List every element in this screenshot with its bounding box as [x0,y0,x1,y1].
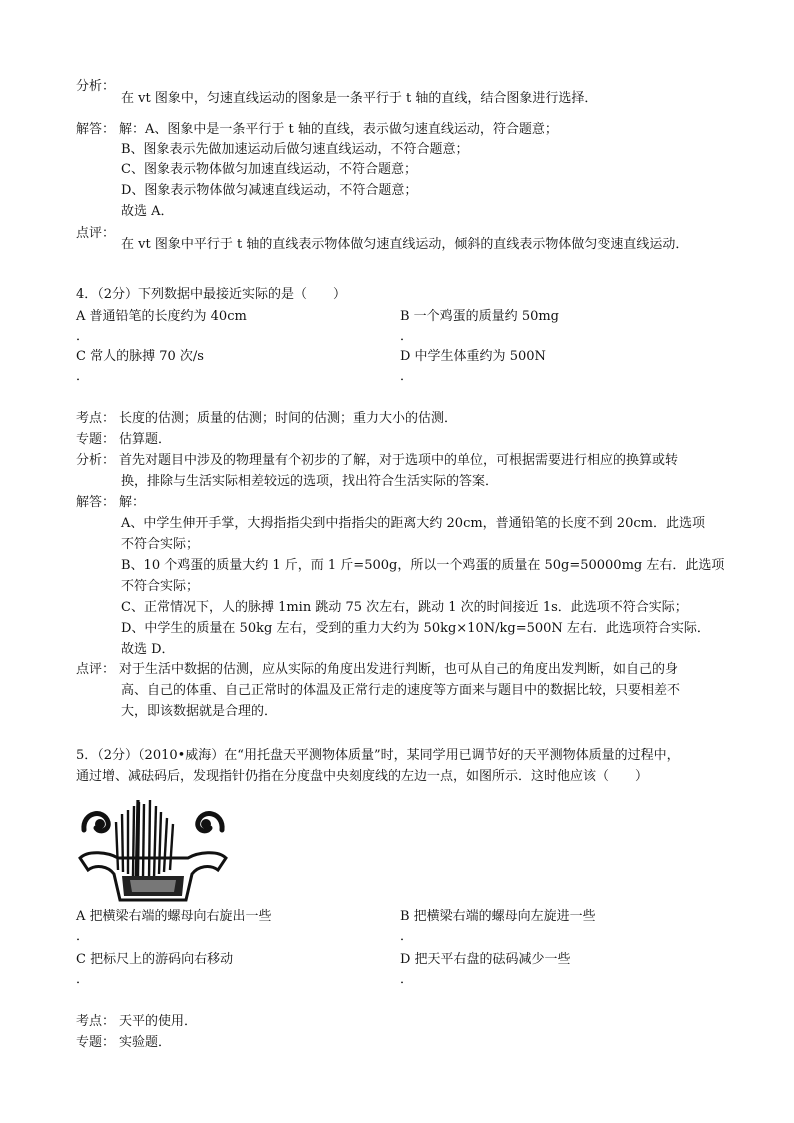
answer-label: 解答： [76,495,116,510]
option-a: A 普通铅笔的长度约为 40cm [76,309,247,324]
option-dot: ． [400,329,414,344]
answer-line: D、中学生的质量在 50kg 左右，受到的重力大约为 50kg×10N/kg=500N 左右．此选项符合实际． [121,621,710,636]
answer-line: C、图象表示物体做匀加速直线运动，不符合题意； [121,162,417,177]
kaodian-text: 长度的估测；质量的估测；时间的估测；重力大小的估测． [119,411,458,426]
analysis-label: 分析： [76,453,116,468]
analysis-line: 换，排除与生活实际相差较远的选项，找出符合生活实际的答案． [121,474,499,489]
answer-line: A、中学生伸开手掌，大拇指指尖到中指指尖的距离大约 20cm，普通铅笔的长度不到 20cm．此选项 [121,516,705,531]
comment-label: 点评： [76,662,116,677]
zhuanti-text: 估算题． [119,432,172,447]
comment-line: 大，即该数据就是合理的． [121,704,278,719]
analysis-label: 分析： [76,79,116,94]
answer-line: 故选 A． [121,204,174,219]
option-a: A 把横梁右端的螺母向右旋出一些 [76,909,272,924]
zhuanti-text: 实验题． [119,1035,172,1050]
option-d: D 中学生体重约为 500N [400,349,546,364]
answer-line: 解： [119,495,146,510]
answer-line: D、图象表示物体做匀减速直线运动，不符合题意； [121,183,418,198]
answer-line: C、正常情况下，人的脉搏 1min 跳动 75 次左右，跳动 1 次的时间接近 1s．此选项不符合实际； [121,600,688,615]
answer-line: 不符合实际； [121,579,200,594]
answer-line: 故选 D． [121,642,175,657]
option-dot: ． [400,972,414,987]
option-dot: ． [76,929,90,944]
question-stem-line: 5．（2分）（2010•威海）在“用托盘天平测物体质量”时，某同学用已调节好的天平测物体质量的过程中， [76,748,680,763]
answer-line: B、10 个鸡蛋的质量大约 1 斤，而 1 斤=500g，所以一个鸡蛋的质量在 50g=50000mg 左右．此选项 [121,558,725,573]
question-stem: 4．（2分）下列数据中最接近实际的是（ ） [76,287,347,302]
analysis-text: 在 vt 图象中，匀速直线运动的图象是一条平行于 t 轴的直线，结合图象进行选择． [121,91,598,106]
option-dot: ． [76,329,90,344]
kaodian-label: 考点： [76,411,116,426]
option-dot: ． [76,369,90,384]
option-dot: ． [400,369,414,384]
zhuanti-label: 专题： [76,432,116,447]
answer-line: 解：A、图象中是一条平行于 t 轴的直线，表示做匀速直线运动，符合题意； [119,122,558,137]
answer-label: 解答： [76,122,116,137]
comment-line: 高、自己的体重、自己正常时的体温及正常行走的速度等方面来与题目中的数据比较，只要相差不 [121,683,681,698]
comment-label: 点评： [76,226,116,241]
kaodian-text: 天平的使用． [119,1014,198,1029]
analysis-line: 首先对题目中涉及的物理量有个初步的了解，对于选项中的单位，可根据需要进行相应的换算或转 [119,453,679,468]
option-d: D 把天平右盘的砝码减少一些 [400,952,571,967]
option-c: C 把标尺上的游码向右移动 [76,952,234,967]
option-b: B 一个鸡蛋的质量约 50mg [400,309,560,324]
answer-line: 不符合实际； [121,537,200,552]
question-stem-line: 通过增、减砝码后，发现指针仍指在分度盘中央刻度线的左边一点，如图所示．这时他应该（ ） [76,769,649,784]
answer-line: B、图象表示先做加速运动后做匀速直线运动，不符合题意； [121,142,469,157]
balance-pointer-figure [78,800,228,903]
option-dot: ． [400,929,414,944]
option-b: B 把横梁右端的螺母向左旋进一些 [400,909,596,924]
option-c: C 常人的脉搏 70 次/s [76,349,204,364]
comment-text: 在 vt 图象中平行于 t 轴的直线表示物体做匀速直线运动，倾斜的直线表示物体做匀变速直线运动． [121,237,689,252]
zhuanti-label: 专题： [76,1035,116,1050]
kaodian-label: 考点： [76,1014,116,1029]
comment-line: 对于生活中数据的估测，应从实际的角度出发进行判断，也可从自己的角度出发判断，如自己的身 [119,662,679,677]
option-dot: ． [76,972,90,987]
